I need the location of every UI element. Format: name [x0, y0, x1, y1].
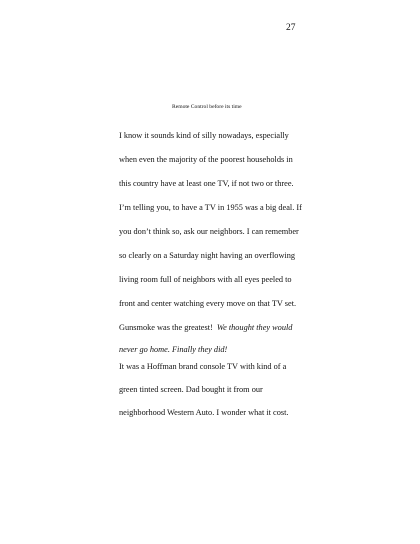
text-line: living room full of neighbors with all eyes peeled to	[119, 275, 292, 284]
text-line: you don’t think so, ask our neighbors. I can remember	[119, 227, 299, 236]
text-line: when even the majority of the poorest households in	[119, 155, 293, 164]
text-line: this country have at least one TV, if not two or three.	[119, 179, 294, 188]
text-line: so clearly on a Saturday night having an overflowing	[119, 251, 296, 260]
page-number: 27	[286, 23, 296, 33]
text-line	[119, 322, 292, 334]
text-line: It was a Hoffman brand console TV with kind of a	[119, 362, 287, 371]
text-line	[119, 344, 227, 356]
text-line: I’m telling you, to have a TV in 1955 was a big deal. If	[119, 203, 302, 212]
text-line: neighborhood Western Auto. I wonder what it cost.	[119, 408, 289, 417]
chapter-title: Remote Control before its time	[172, 104, 242, 110]
text-plain: Gunsmoke was the greatest!	[119, 323, 217, 332]
text-line: front and center watching every move on that TV set.	[119, 299, 297, 308]
text-line: green tinted screen. Dad bought it from our	[119, 385, 263, 394]
text-line: I know it sounds kind of silly nowadays, especially	[119, 131, 289, 140]
text-italic: never go home. Finally they did!	[119, 345, 228, 354]
text-italic: We thought they would	[216, 323, 293, 332]
